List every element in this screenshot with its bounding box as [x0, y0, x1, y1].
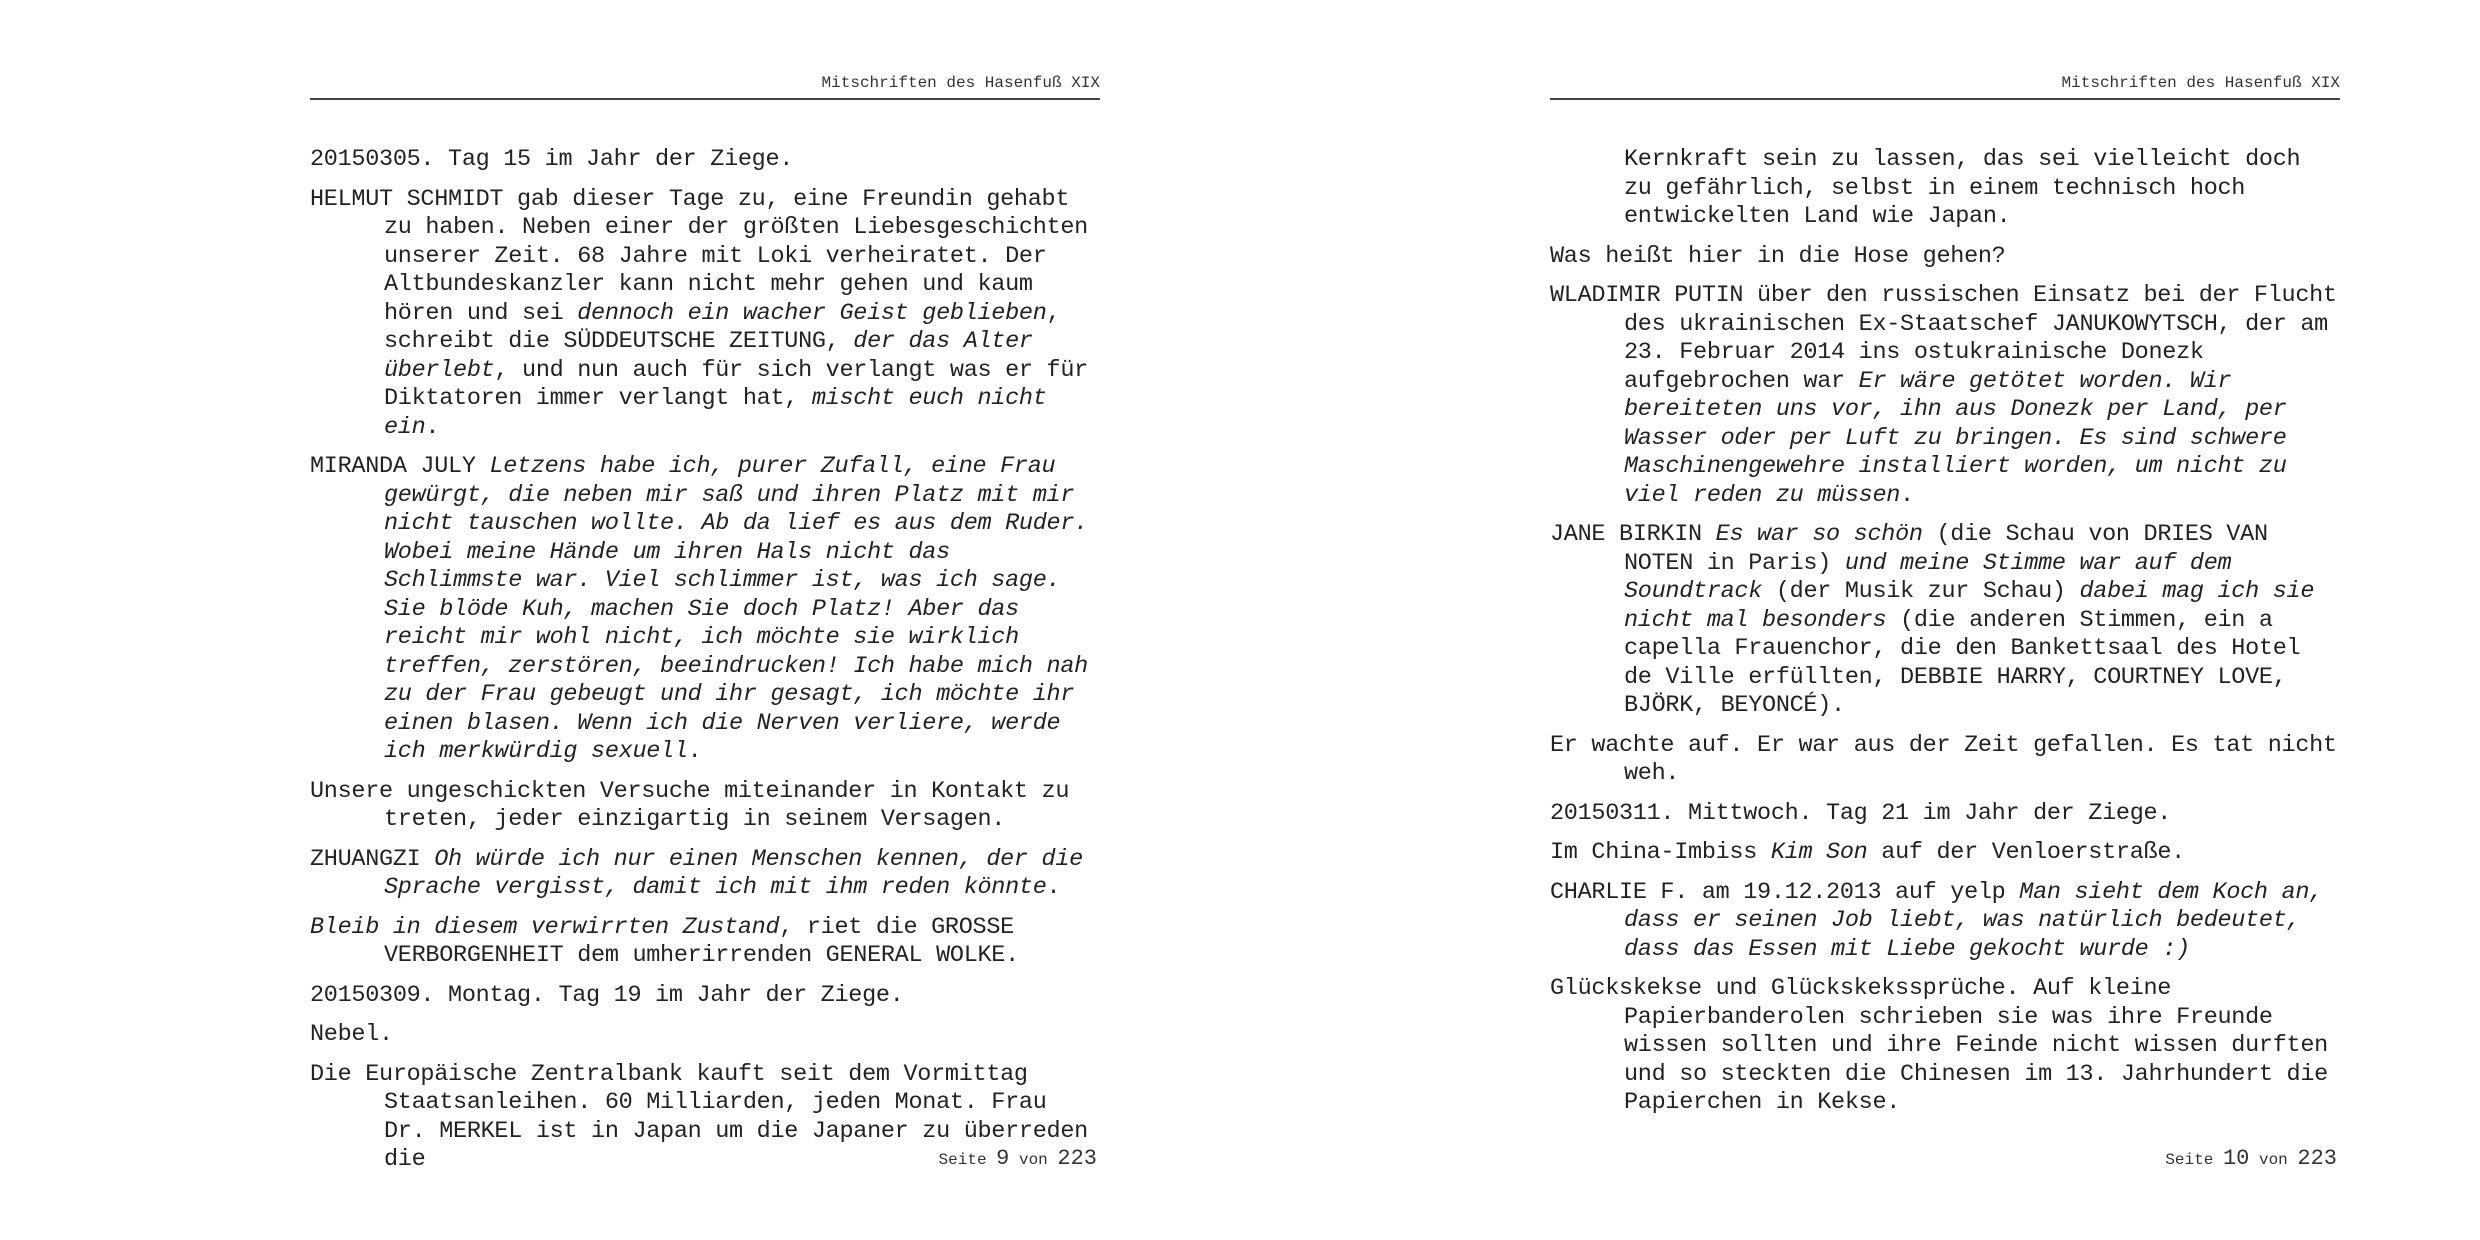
text-run: 20150311. Mittwoch. Tag 21 im Jahr der Ziege.: [1550, 799, 2172, 827]
italic-text: Kim Son: [1770, 839, 1868, 866]
italic-text: dennoch ein wacher Geist geblieben: [577, 299, 1047, 327]
paragraph: [310, 146, 1100, 175]
page-right: [1550, 0, 2340, 1240]
text-run: Was heißt hier in die Hose gehen?: [1550, 242, 2006, 270]
text-run: Nebel.: [310, 1021, 393, 1048]
italic-text: der das Alter überlebt: [384, 328, 1033, 384]
text-run: HELMUT SCHMIDT gab dieser Tage zu, eine Freundin gehabt zu haben. Neben einer der größten Liebesgeschichten unserer Zeit. 68 Jahre mit Loki verheiratet. Der Altbundeskanzler kann nicht mehr gehen und kaum hören und sei: [310, 185, 1088, 327]
paragraph: [310, 453, 1100, 767]
text-run: WLADIMIR PUTIN über den russischen Einsatz bei der Flucht des ukrainischen Ex-Staatschef JANUKOWYTSCH, der am 23. Februar 2014 ins ostukrainische Donezk aufgebrochen war: [1550, 282, 2337, 395]
text-run: Unsere ungeschickten Versuche miteinander in Kontakt zu treten, jeder einzigartig in seinem Versagen.: [310, 777, 1070, 833]
paragraph: [1550, 975, 2340, 1118]
paragraph: [310, 914, 1100, 971]
paragraph: [1550, 732, 2340, 789]
current-page: 9: [996, 1146, 1010, 1171]
text-run: , schreibt die SÜDDEUTSCHE ZEITUNG,: [384, 299, 1061, 355]
paragraph: [1550, 521, 2340, 721]
paragraph: [1550, 282, 2340, 510]
italic-text: dabei mag ich sie nicht mal besonders: [1624, 578, 2315, 634]
page-body: [310, 146, 1100, 1186]
paragraph: [1550, 146, 2340, 232]
paragraph: [1550, 243, 2340, 272]
text-run: Kernkraft sein zu lassen, das sei vielleicht doch zu gefährlich, selbst in einem technisch hoch entwickelten Land wie Japan.: [1624, 146, 2301, 230]
italic-text: Bleib in diesem verwirrten Zustand: [310, 913, 780, 941]
text-run: , und nun auch für sich verlangt was er für Diktatoren immer verlangt hat,: [384, 356, 1088, 412]
italic-text: Es war so schön: [1715, 521, 1923, 548]
italic-text: Letzens habe ich, purer Zufall, eine Frau gewürgt, die neben mir saß und ihren Platz mit mir nicht tauschen wollte. Ab da lief es aus dem Ruder. Wobei meine Hände um ihren Hals nicht das Schlimmste war. Viel schlimmer ist, was ich sage. Sie blöde Kuh, machen Sie doch Platz! Aber das reicht mir wohl nicht, ich möchte sie wirklich treffen, zerstören, beeindrucken! Ich habe mich nah zu der Frau gebeugt und ihr gesagt, ich möchte ihr einen blasen. Wenn ich die Nerven verliere, werde ich merkwürdig sexuell: [384, 453, 1088, 765]
current-page: 10: [2222, 1146, 2250, 1171]
page-of: von: [2258, 1151, 2288, 1169]
page-number: [2165, 1146, 2337, 1173]
text-run: Glückskekse und Glückskekssprüche. Auf kleine Papierbanderolen schrieben sie was ihre Freunde wissen sollten und ihre Feinde nicht wissen durften und so steckten die Chinesen im 13. Jahrhundert die Papierchen in Kekse.: [1550, 975, 2328, 1116]
page-number: [939, 1146, 1097, 1173]
text-run: .: [1900, 481, 1914, 509]
total-pages: 223: [2297, 1146, 2337, 1171]
italic-text: Oh würde ich nur einen Menschen kennen, der die Sprache vergisst, damit ich mit ihm reden könnte: [384, 845, 1083, 901]
text-run: ZHUANGZI: [310, 845, 435, 873]
paragraph: [310, 778, 1100, 835]
total-pages: 223: [1057, 1146, 1097, 1171]
text-run: Er wachte auf. Er war aus der Zeit gefallen. Es tat nicht weh.: [1550, 731, 2337, 787]
paragraph: [310, 982, 1100, 1011]
page-label: Seite: [938, 1151, 987, 1169]
italic-text: und meine Stimme war auf dem Soundtrack: [1624, 549, 2232, 605]
paragraph: [1550, 879, 2340, 965]
italic-text: mischt euch nicht ein: [384, 385, 1047, 441]
text-run: (der Musik zur Schau): [1762, 578, 2080, 605]
text-run: (die Schau von DRIES VAN NOTEN in Paris): [1624, 521, 2268, 577]
text-run: auf der Venloerstraße.: [1867, 839, 2185, 866]
page-of: von: [1018, 1151, 1048, 1169]
text-run: Im China-Imbiss: [1550, 839, 1771, 866]
text-run: (die anderen Stimmen, ein a capella Frauenchor, die den Bankettsaal des Hotel de Ville erfüllten, DEBBIE HARRY, COURTNEY LOVE, BJÖRK, BEYONCÉ).: [1624, 606, 2301, 719]
text-run: CHARLIE F. am 19.12.2013 auf yelp: [1550, 878, 2020, 906]
text-run: .: [687, 738, 702, 765]
text-run: Die Europäische Zentralbank kauft seit dem Vormittag Staatsanleihen. 60 Milliarden, jeden Monat. Frau Dr. MERKEL ist in Japan um die Japaner zu überreden die: [310, 1060, 1088, 1173]
paragraph: [310, 186, 1100, 443]
page-label: Seite: [2165, 1151, 2214, 1169]
text-run: 20150305. Tag 15 im Jahr der Ziege.: [310, 146, 794, 173]
paragraph: [310, 1021, 1100, 1050]
italic-text: Man sieht dem Koch an, dass er seinen Job liebt, was natürlich bedeutet, dass das Essen mit Liebe gekocht wurde :): [1624, 878, 2323, 963]
text-run: , riet die GROSSE VERBORGENHEIT dem umherirrenden GENERAL WOLKE.: [384, 913, 1019, 969]
paragraph: [1550, 839, 2340, 868]
running-header: Mitschriften des Hasenfuß XIX: [310, 72, 1100, 100]
paragraph: [1550, 800, 2340, 829]
text-run: .: [1046, 874, 1061, 901]
running-header: Mitschriften des Hasenfuß XIX: [1550, 72, 2340, 100]
page-body: [1550, 146, 2340, 1129]
text-run: MIRANDA JULY: [310, 453, 490, 480]
text-run: 20150309. Montag. Tag 19 im Jahr der Ziege.: [310, 981, 904, 1009]
text-run: JANE BIRKIN: [1550, 521, 1716, 548]
page-left: [310, 0, 1100, 1240]
text-run: .: [425, 413, 440, 441]
paragraph: [310, 846, 1100, 903]
italic-text: Er wäre getötet worden. Wir bereiteten uns vor, ihn aus Donezk per Land, per Wasser oder per Luft zu bringen. Es sind schwere Maschinengewehre installiert worden, um nicht zu viel reden zu müssen: [1624, 367, 2287, 509]
